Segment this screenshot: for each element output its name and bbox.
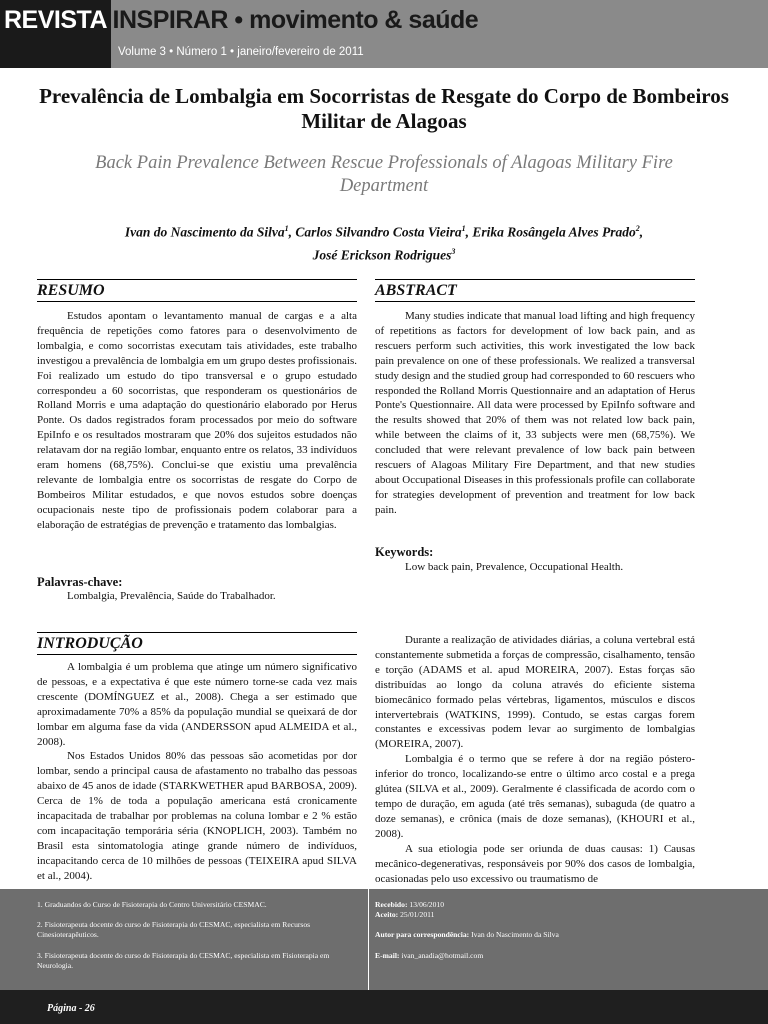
author-list [30,219,738,264]
author-affiliation: 2 [635,224,640,233]
email-label: E-mail: [375,951,400,960]
journal-name-part2: INSPIRAR • movimento & saúde [112,6,479,34]
page-footer-bar [0,990,768,1024]
abstract-text [375,309,695,518]
article-title-english: Back Pain Prevalence Between Rescue Professionals of Alagoas Military Fire Department [95,153,673,196]
author-affiliation: 1 [461,224,466,233]
email [375,951,483,961]
footnote: 3. Fisioterapeuta docente do curso de Fisioterapia do CESMAC, especialista em Fisioterapia em Neurologia. [37,951,330,970]
volume-line: Volume 3 • Número 1 • janeiro/fevereiro de 2011 [118,46,364,58]
resumo-keywords-label: Palavras-chave: [37,575,123,589]
body-paragraph: A sua etiologia pode ser oriunda de duas causas: 1) Causas mecânico-degenerativas, responsáveis por 90% dos casos de lombalgia, ocasionadas pelo uso excessivo ou traumatismo de [375,842,695,885]
introducao-heading: INTRODUÇÃO [37,635,143,652]
body-paragraph: A lombalgia é um problema que atinge um número significativo de pessoas, e a expectativa é que este número torne-se cada vez mais crescente (DOMÍNGUEZ et al., 2008). Chega a ser estimado que aproximadamente 70% a 85% da população mundial se queixará de dor lombar em alguma fase da vida (ANDERSSON apud ALMEIDA et al., 2008). [37,661,357,748]
email-value: ivan_anadia@hotmail.com [401,951,484,960]
introducao-left-column [37,660,357,884]
section-rule [375,279,695,280]
author-name: Erika Rosângela Alves Prado [472,224,636,240]
accepted-label: Aceito: [375,910,399,919]
accepted-date [375,910,434,920]
author-name: José Erickson Rodrigues [312,247,452,262]
body-paragraph: Lombalgia é o termo que se refere à dor na região póstero-inferior do tronco, localizando-se entre o último arco costal e a prega glútea (SILVA et al., 2009). Geralmente é classificada de acordo com o tempo de duração, em aguda (até três semanas), subaguda (de quatro a doze semanas), e crônica (mais de doze semanas), (KHOURI et al., 2008). [375,753,695,840]
author-name: Ivan do Nascimento da Silva [124,224,285,240]
journal-header [0,0,768,68]
resumo-paragraph: Estudos apontam o levantamento manual de cargas e a alta frequência de repetições como fatores para o desenvolvimento de lombalgia, e como socorristas executam tais atividades, este trabalho investigou a prevalência de lombalgia em um grupo destes profissionais. Foi realizado um estudo do tipo transversal e o grupo estudado correspondeu a 60 socorristas, que responderam os questionários de Rolland Morris e uma adaptação do questionário elaborado por Herus Ponte. Os dados registrados foram processados por meio do software EpiInfo e os resultados mostraram que 20% dos sujeitos estudados não relatavam dor na região lombar, enquanto entre os relatos, 33 indivíduos eram homens (68,75%). Conclui-se que existiu uma prevalência relevante de lombalgia entre os socorristas de resgate do Corpo de Bombeiros Militar estudados, e que novos estudos sobre doenças ocupacionais neste tipo de profissionais podem colaborar para a elaboração de estratégias de prevenção e tratamento das lombalgias. [37,310,357,531]
introducao-right-column [375,633,695,886]
section-rule [375,301,695,302]
footer-divider [368,889,369,990]
author-affiliation: 1 [284,224,289,233]
abstract-keywords-label: Keywords: [375,545,434,559]
corresp-label: Autor para correspondência: [375,930,470,939]
body-paragraph: Nos Estados Unidos 80% das pessoas são acometidas por dor lombar, sendo a principal causa de afastamento no trabalho das pessoas abaixo de 45 anos de idade (STARKWETHER apud BARBOSA, 2009). Cerca de 1% de toda a população americana está cronicamente incapacitada de trabalhar por problemas na coluna lombar e 2 % estão com incapacitação temporária séria (KNOPLICH, 2003). Também no Brasil esta sintomatologia atinge grande número de indivíduos, incapacitando cerca de 10 milhões de pessoas (TEIXEIRA apud SILVA et al., 2004). [37,750,357,882]
footnote: 1. Graduandos do Curso de Fisioterapia do Centro Universitário CESMAC. [37,900,267,909]
footnotes-band [0,889,768,990]
section-rule [37,301,357,302]
abstract-heading: ABSTRACT [375,282,457,299]
section-rule [37,632,357,633]
author-separator: , [288,224,296,240]
abstract-paragraph: Many studies indicate that manual load lifting and high frequency of repetitions as factors for development of low back pain, and as rescuers perform such activities, this work investigated the low back pain prevalence on one of these professionals. We realized a transversal study design and the studied group had corresponded to 60 rescuers who responded the Rolland Morris Questionnaire and an adaptation of Herus Ponte's Questionnaire. All data were processed by EpiInfo software and the results showed that 20% of them was not related low back pain, while between the claims of it, 33 subjects were men (68,75%). We concluded that were relevant prevalence of low back pain between rescuers of Alagoas Military Fire Department, and that new studies about Occupational Diseases in this professionals profile can collaborate for strategies development of prevention and treatment for low back pain. [375,310,695,516]
received-value: 13/06/2010 [409,900,444,909]
received-label: Recebido: [375,900,408,909]
abstract-keywords: Low back pain, Prevalence, Occupational Health. [405,561,624,573]
resumo-keywords: Lombalgia, Prevalência, Saúde do Trabalhador. [67,590,276,602]
section-rule [37,654,357,655]
accepted-value: 25/01/2011 [400,910,435,919]
resumo-heading: RESUMO [37,282,105,299]
footnote: 2. Fisioterapeuta docente do curso de Fisioterapia do CESMAC, especialista em Recursos Cinesioterapêuticos. [37,920,311,939]
journal-name-part1: REVISTA [4,6,107,34]
resumo-text [37,309,357,533]
author-name: Carlos Silvandro Costa Vieira [295,224,462,240]
author-separator: , [465,224,473,240]
author-separator: , [639,224,644,240]
received-date [375,900,444,910]
body-paragraph: Durante a realização de atividades diárias, a coluna vertebral está constantemente submetida a forças de compressão, cisalhamento, tensão e torção (ADAMS et al. apud MOREIRA, 2007). Estas forças são distribuídas ao longo da coluna através do eficiente sistema biomecânico formado pelas vértebras, ligamentos, músculos e discos intervertebrais (WATKINS, 1999). Contudo, se estas cargas forem constantes e excessivas podem levar ao surgimento de lombalgias (MOREIRA, 2007). [375,634,695,751]
article-title: Prevalência de Lombalgia em Socorristas de Resgate do Corpo de Bombeiros Militar de Alagoas [39,84,729,133]
corresponding-author [375,930,559,940]
author-affiliation: 3 [451,246,456,256]
corresp-value: Ivan do Nascimento da Silva [471,930,559,939]
journal-name [4,6,478,35]
page-number: Página - 26 [47,1003,95,1014]
section-rule [37,279,357,280]
